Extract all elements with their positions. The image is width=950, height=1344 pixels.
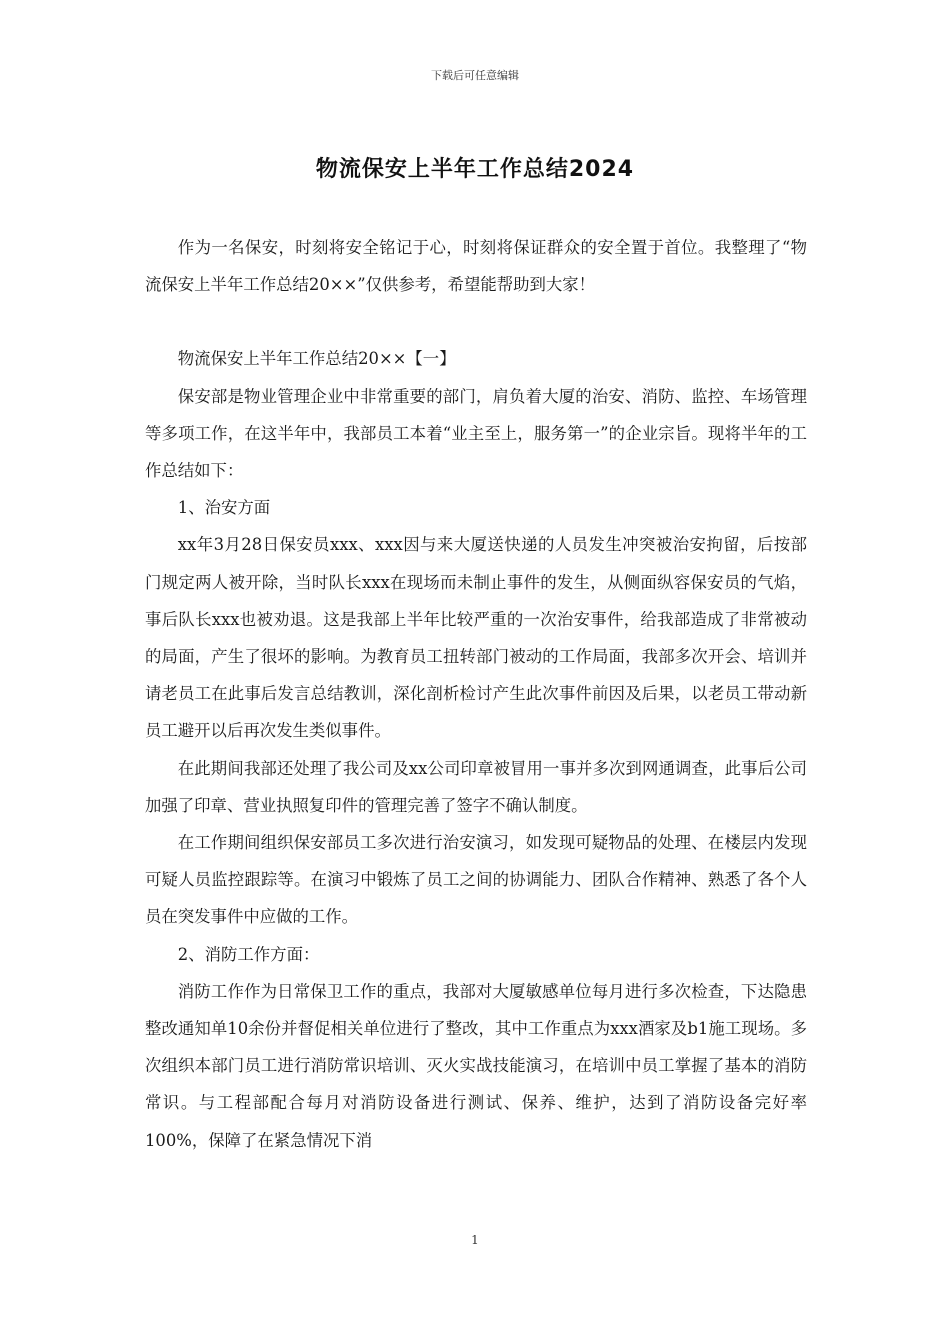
- body-paragraph: xx年3月28日保安员xxx、xxx因与来大厦送快递的人员发生冲突被治安拘留，后按部门规定两人被开除，当时队长xxx在现场而未制止事件的发生，从侧面纵容保安员的气焰，事后队长xxx也被劝退。这是我部上半年比较严重的一次治安事件，给我部造成了非常被动的局面，产生了很坏的影响。为教育员工扭转部门被动的工作局面，我部多次开会、培训并请老员工在此事后发言总结教训，深化剖析检讨产生此次事件前因及后果，以老员工带动新员工避开以后再次发生类似事件。: [145, 535, 807, 741]
- page-number: 1: [471, 1233, 479, 1247]
- page-header-note: 下载后可任意编辑: [431, 69, 519, 82]
- body-paragraph: 在此期间我部还处理了我公司及xx公司印章被冒用一事并多次到网通调查，此事后公司加强了印章、营业执照复印件的管理完善了签字不确认制度。: [145, 758, 807, 815]
- body-paragraph: 消防工作作为日常保卫工作的重点，我部对大厦敏感单位每月进行多次检查，下达隐患整改通知单10余份并督促相关单位进行了整改，其中工作重点为xxx酒家及b1施工现场。多次组织本部门员工进行消防常识培训、灭火实战技能演习，在培训中员工掌握了基本的消防常识。与工程部配合每月对消防设备进行测试、保养、维护，达到了消防设备完好率100%，保障了在紧急情况下消: [145, 981, 807, 1150]
- section-heading-one: 物流保安上半年工作总结20××【一】: [177, 349, 456, 369]
- document-title: 物流保安上半年工作总结2024: [315, 157, 635, 182]
- intro-paragraph: 作为一名保安，时刻将安全铭记于心，时刻将保证群众的安全置于首位。我整理了“物流保安上半年工作总结20××”仅供参考，希望能帮助到大家！: [145, 238, 807, 295]
- body-paragraph: 保安部是物业管理企业中非常重要的部门，肩负着大厦的治安、消防、监控、车场管理等多项工作，在这半年中，我部员工本着“业主至上，服务第一”的企业宗旨。现将半年的工作总结如下：: [145, 386, 807, 481]
- document-body: [145, 229, 807, 1159]
- subheading-fire-safety: 2、消防工作方面：: [177, 944, 320, 964]
- subheading-security: 1、治安方面: [177, 498, 271, 518]
- body-paragraph: 在工作期间组织保安部员工多次进行治安演习，如发现可疑物品的处理、在楼层内发现可疑人员监控跟踪等。在演习中锻炼了员工之间的协调能力、团队合作精神、熟悉了各个人员在突发事件中应做的工作。: [145, 833, 807, 927]
